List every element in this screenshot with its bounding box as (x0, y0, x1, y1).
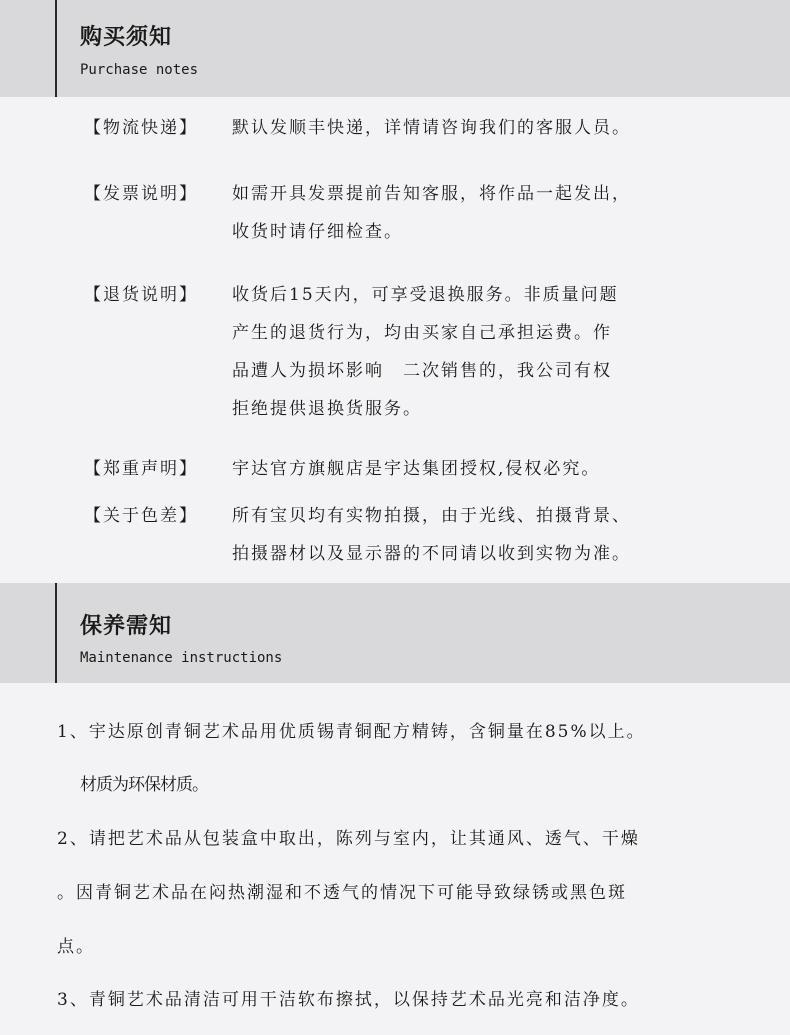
note-text (232, 450, 702, 488)
note-line: 拒绝提供退换货服务。 (232, 399, 422, 419)
header-accent-bar (55, 583, 57, 683)
maintenance-line: 1、宇达原创青铜艺术品用优质锡青铜配方精铸，含铜量在85%以上。 (57, 722, 646, 742)
note-line: 拍摄器材以及显示器的不同请以收到实物为准。 (232, 544, 631, 564)
header-accent-bar (55, 0, 57, 97)
note-line: 如需开具发票提前告知客服，将作品一起发出， (232, 184, 631, 204)
note-line: 收货时请仔细检查。 (232, 222, 403, 242)
maintenance-line: 2、请把艺术品从包装盒中取出，陈列与室内，让其通风、透气、干燥 (57, 829, 640, 849)
maintenance-line: 点。 (57, 937, 95, 957)
note-label: 【郑重声明】 (84, 459, 198, 479)
maintenance-header (0, 583, 790, 683)
maintenance-line: 。因青铜艺术品在闷热潮湿和不透气的情况下可能导致绿锈或黑色斑 (57, 883, 627, 903)
note-label: 【退货说明】 (84, 285, 198, 305)
note-line: 品遭人为损坏影响 二次销售的，我公司有权 (232, 361, 612, 381)
note-text (232, 497, 702, 573)
section-subtitle: Maintenance instructions (80, 650, 283, 666)
note-label: 【发票说明】 (84, 184, 198, 204)
note-label: 【关于色差】 (84, 506, 198, 526)
section-subtitle: Purchase notes (80, 62, 199, 78)
maintenance-line: 3、青铜艺术品清洁可用干洁软布擦拭，以保持艺术品光亮和洁净度。 (57, 990, 640, 1010)
maintenance-line: 材质为环保材质。 (80, 775, 208, 795)
section-title: 购买须知 (80, 25, 173, 50)
note-line: 收货后15天内，可享受退换服务。非质量问题 (232, 285, 619, 305)
note-line: 宇达官方旗舰店是宇达集团授权,侵权必究。 (232, 459, 601, 479)
purchase-notes-header (0, 0, 790, 97)
note-line: 产生的退货行为，均由买家自己承担运费。作 (232, 323, 612, 343)
note-text (232, 276, 702, 428)
note-line: 所有宝贝均有实物拍摄，由于光线、拍摄背景、 (232, 506, 631, 526)
section-title: 保养需知 (80, 614, 173, 639)
note-line: 默认发顺丰快递，详情请咨询我们的客服人员。 (232, 118, 631, 138)
note-text (232, 175, 702, 251)
note-label: 【物流快递】 (84, 118, 198, 138)
note-text (232, 109, 702, 147)
